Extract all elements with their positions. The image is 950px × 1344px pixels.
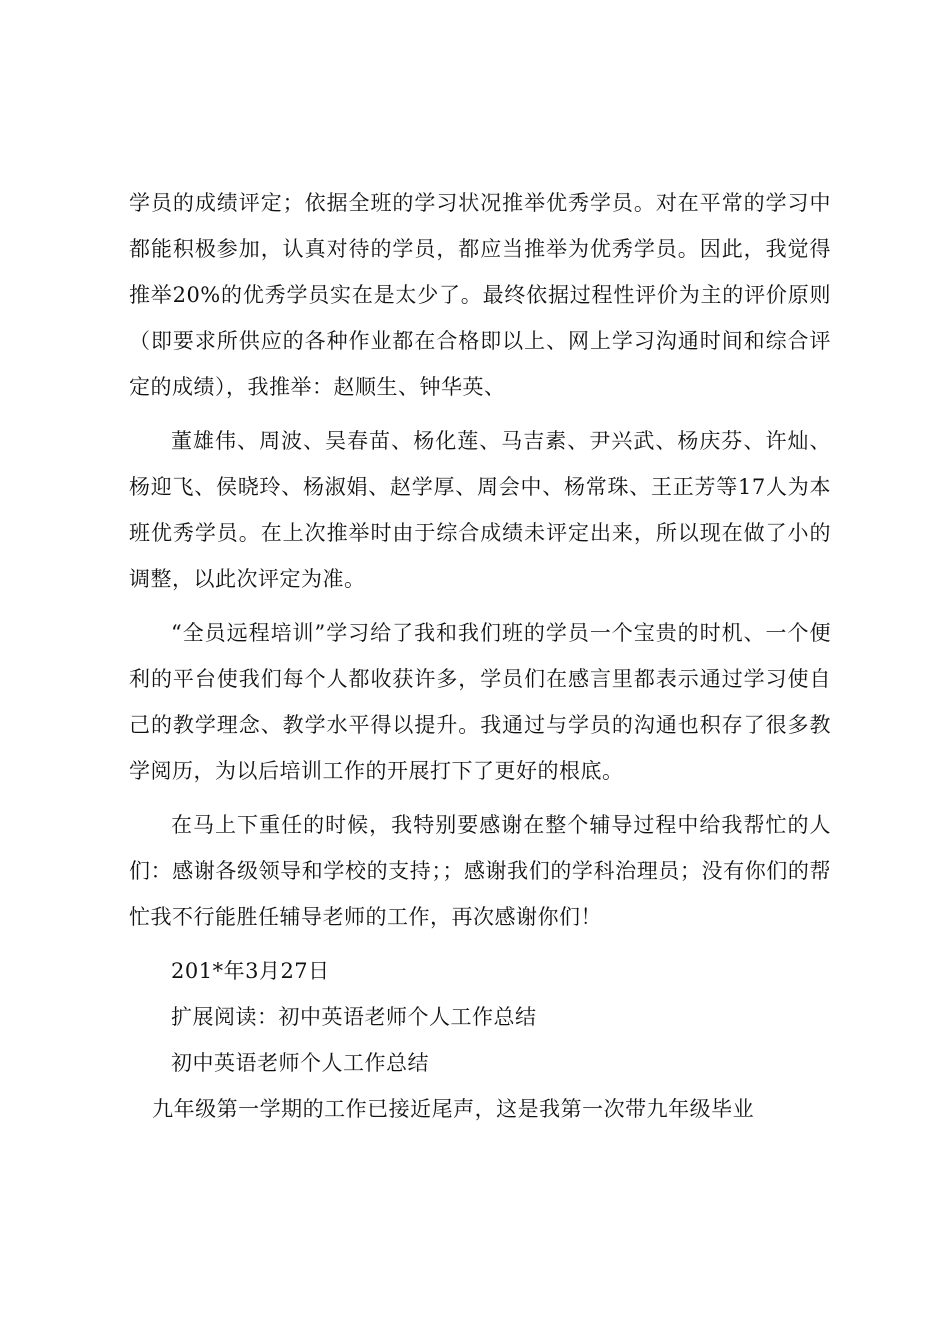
paragraph-gap <box>129 602 831 610</box>
paragraph-gap <box>129 794 831 802</box>
section-title: 初中英语老师个人工作总结 <box>171 1051 429 1075</box>
paragraph-gap <box>129 940 831 948</box>
paragraph-ninth-grade: 九年级第一学期的工作已接近尾声，这是我第一次带九年级毕业 <box>152 1097 755 1121</box>
paragraph-evaluation: 学员的成绩评定；依据全班的学习状况推举优秀学员。对在平常的学习中都能积极参加，认真对待的学员，都应当推举为优秀学员。因此，我觉得推举20%的优秀学员实在是太少了。最终依据过程性评价为主的评价原则（即要求所供应的各种作业都在合格即以上、网上学习沟通时间和综合评定的成绩），我推举：赵顺生、钟华英、 <box>129 191 831 399</box>
paragraph-gap <box>129 410 831 418</box>
paragraph-thanks: 在马上下重任的时候，我特别要感谢在整个辅导过程中给我帮忙的人们：感谢各级领导和学校的支持；；感谢我们的学科治理员；没有你们的帮忙我不行能胜任辅导老师的工作，再次感谢你们！ <box>129 813 831 929</box>
document-body <box>129 180 831 1132</box>
document-date: 201*年3月27日 <box>171 959 330 983</box>
extended-reading-heading: 扩展阅读：初中英语老师个人工作总结 <box>171 1005 537 1029</box>
paragraph-student-list: 董雄伟、周波、吴春苗、杨化莲、马吉素、尹兴武、杨庆芬、许灿、杨迎飞、侯晓玲、杨淑娟、赵学厚、周会中、杨常珠、王正芳等17人为本班优秀学员。在上次推举时由于综合成绩未评定出来，所以现在做了小的调整，以此次评定为准。 <box>129 429 831 591</box>
paragraph-training-summary: “全员远程培训”学习给了我和我们班的学员一个宝贵的时机、一个便利的平台使我们每个人都收获许多，学员们在感言里都表示通过学习使自己的教学理念、教学水平得以提升。我通过与学员的沟通也积存了很多教学阅历，为以后培训工作的开展打下了更好的根底。 <box>129 621 831 783</box>
